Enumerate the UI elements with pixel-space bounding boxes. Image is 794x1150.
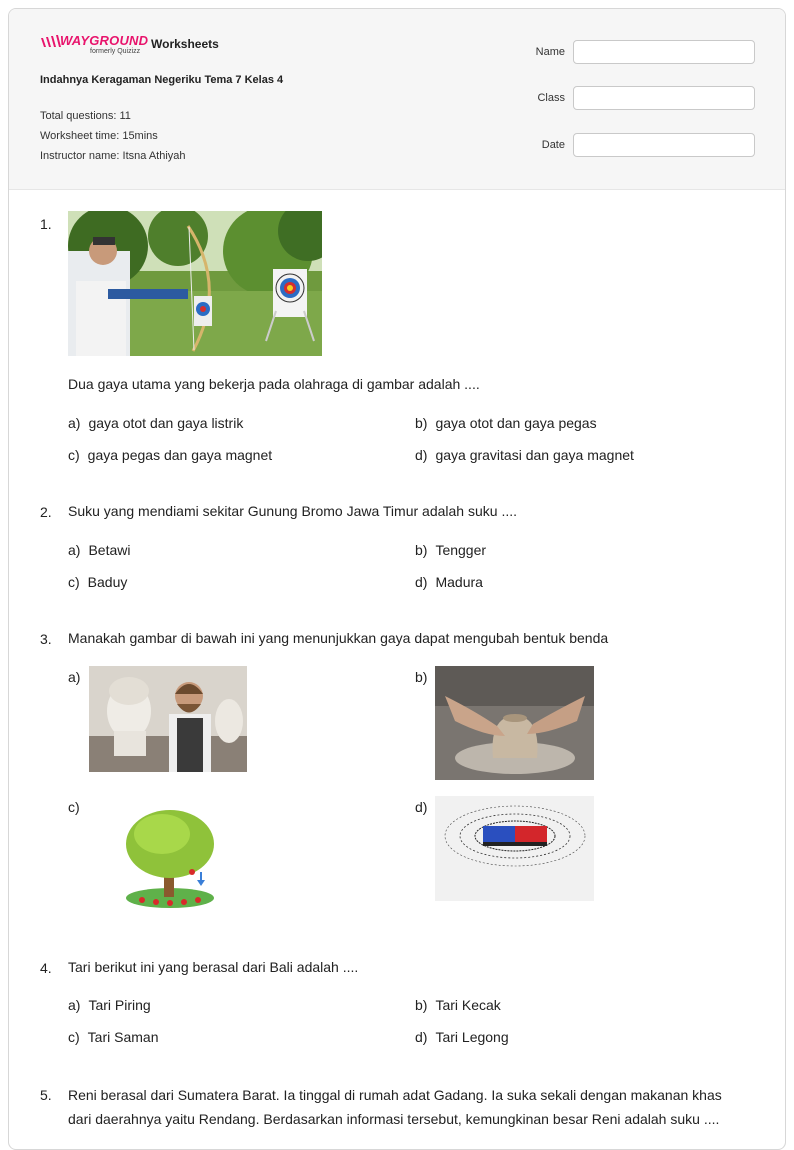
- question-2-option-a[interactable]: [68, 542, 130, 558]
- worksheet-page: [8, 8, 786, 1150]
- option-letter: a): [68, 997, 81, 1013]
- question-4-number: 4.: [40, 960, 52, 976]
- option-text: Tari Legong: [435, 1029, 509, 1045]
- magnet-image[interactable]: [435, 796, 594, 901]
- question-3-text: Manakah gambar di bawah ini yang menunjukkan gaya dapat mengubah bentuk benda: [68, 630, 609, 646]
- date-label: Date: [541, 139, 565, 151]
- brand-formerly: formerly Quizizz: [90, 48, 141, 55]
- question-3-option-c[interactable]: [68, 799, 88, 815]
- option-text: gaya gravitasi dan gaya magnet: [435, 447, 634, 463]
- question-1-option-c[interactable]: [68, 447, 272, 463]
- question-2-option-c[interactable]: [68, 574, 127, 590]
- option-text: gaya otot dan gaya listrik: [88, 415, 244, 431]
- option-letter: b): [415, 415, 428, 431]
- question-4-option-b[interactable]: [415, 997, 501, 1013]
- question-3-number: 3.: [40, 631, 52, 647]
- question-1-option-b[interactable]: [415, 415, 597, 431]
- worksheet-time: Worksheet time: 15mins: [40, 130, 158, 142]
- option-letter: d): [415, 447, 428, 463]
- question-4-text: Tari berikut ini yang berasal dari Bali adalah ....: [68, 959, 359, 975]
- name-field[interactable]: [573, 40, 755, 64]
- question-1-text: Dua gaya utama yang bekerja pada olahraga di gambar adalah ....: [68, 376, 480, 392]
- option-text: Betawi: [88, 542, 131, 558]
- wayground-logo-icon: [40, 35, 62, 49]
- option-letter: d): [415, 1029, 428, 1045]
- option-text: gaya otot dan gaya pegas: [435, 415, 597, 431]
- question-2-number: 2.: [40, 504, 52, 520]
- option-text: Tari Kecak: [435, 997, 501, 1013]
- option-text: Tari Piring: [88, 997, 151, 1013]
- sculptor-image[interactable]: [89, 666, 247, 772]
- apple-tree-image[interactable]: [122, 806, 218, 909]
- option-text: Tari Saman: [87, 1029, 159, 1045]
- option-letter: c): [68, 1029, 80, 1045]
- option-text: gaya pegas dan gaya magnet: [87, 447, 273, 463]
- question-3-option-d[interactable]: [415, 799, 435, 815]
- option-letter: b): [415, 669, 428, 685]
- worksheets-label: Worksheets: [151, 37, 219, 51]
- question-2-text: Suku yang mendiami sekitar Gunung Bromo Jawa Timur adalah suku ....: [68, 503, 517, 519]
- name-label: Name: [535, 46, 565, 58]
- question-3-option-a[interactable]: [68, 669, 88, 685]
- question-5-text: Reni berasal dari Sumatera Barat. Ia tinggal di rumah adat Gadang. Ia suka sekali dengan makanan khas dari daerahnya yaitu Rendang. Berdasarkan informasi tersebut, kemungkinan besar Reni adalah suku ....: [68, 1087, 722, 1127]
- worksheet-header: [9, 9, 785, 190]
- question-4-option-d[interactable]: [415, 1029, 509, 1045]
- archery-image: [68, 211, 322, 356]
- option-letter: c): [68, 799, 80, 815]
- option-letter: c): [68, 574, 80, 590]
- option-letter: c): [68, 447, 80, 463]
- option-text: Baduy: [87, 574, 128, 590]
- question-1-option-d[interactable]: [415, 447, 634, 463]
- option-letter: a): [68, 669, 81, 685]
- date-field[interactable]: [573, 133, 755, 157]
- option-letter: a): [68, 415, 81, 431]
- option-letter: b): [415, 542, 428, 558]
- question-2-option-d[interactable]: [415, 574, 483, 590]
- worksheet-title: Indahnya Keragaman Negeriku Tema 7 Kelas 4: [40, 74, 284, 86]
- question-1-number: 1.: [40, 216, 52, 232]
- class-field[interactable]: [573, 86, 755, 110]
- question-3-option-b[interactable]: [415, 669, 435, 685]
- question-1-option-a[interactable]: [68, 415, 243, 431]
- total-questions: Total questions: 11: [40, 110, 131, 122]
- option-letter: a): [68, 542, 81, 558]
- option-text: Tengger: [435, 542, 487, 558]
- pottery-wheel-image[interactable]: [435, 666, 594, 780]
- brand-name: WAYGROUND: [60, 33, 149, 48]
- class-label: Class: [537, 92, 565, 104]
- option-text: Madura: [435, 574, 483, 590]
- question-5-number: 5.: [40, 1087, 52, 1103]
- option-letter: d): [415, 799, 428, 815]
- option-letter: d): [415, 574, 428, 590]
- instructor-name: Instructor name: Itsna Athiyah: [40, 150, 186, 162]
- wayground-logo: [40, 33, 149, 59]
- question-4-option-c[interactable]: [68, 1029, 158, 1045]
- question-4-option-a[interactable]: [68, 997, 151, 1013]
- question-2-option-b[interactable]: [415, 542, 486, 558]
- option-letter: b): [415, 997, 428, 1013]
